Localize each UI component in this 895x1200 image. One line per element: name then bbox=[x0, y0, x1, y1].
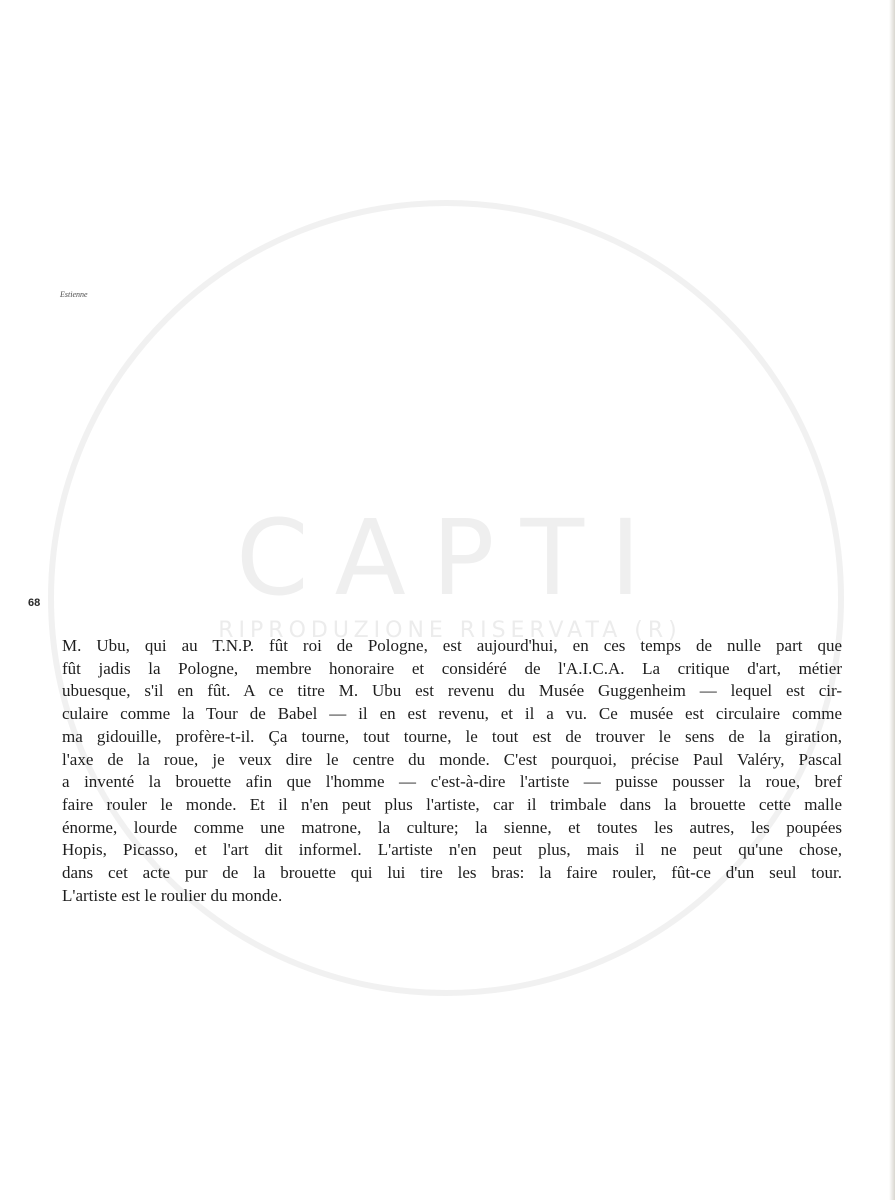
watermark-text: CAPTI bbox=[236, 497, 667, 619]
text-line: ma gidouille, profère-t-il. Ça tourne, tout tourne, le tout est de trouver le sens de la giration, bbox=[62, 726, 842, 746]
text-line: énorme, lourde comme une matrone, la culture; la sienne, et toutes les autres, les poupées bbox=[62, 817, 842, 837]
text-line: fût jadis la Pologne, membre honoraire et considéré de l'A.I.C.A. La critique d'art, métier bbox=[62, 658, 842, 678]
text-line: Hopis, Picasso, et l'art dit informel. L'artiste n'en peut plus, mais il ne peut qu'une chose, bbox=[62, 840, 842, 860]
text-line: a inventé la brouette afin que l'homme — c'est-à-dire l'artiste — puisse pousser la roue, bref bbox=[62, 772, 842, 792]
artist-caption: Estienne bbox=[60, 290, 88, 299]
text-line: faire rouler le monde. Et il n'en peut plus l'artiste, car il trimbale dans la brouette cette malle bbox=[62, 794, 842, 814]
body-paragraph bbox=[62, 635, 842, 907]
text-line: L'artiste est le roulier du monde. bbox=[62, 885, 283, 905]
text-line: l'axe de la roue, je veux dire le centre du monde. C'est pourquoi, précise Paul Valéry, Pascal bbox=[62, 749, 842, 769]
watermark-subtext: RIPRODUZIONE RISERVATA (R) bbox=[218, 618, 682, 643]
text-line: M. Ubu, qui au T.N.P. fût roi de Pologne, est aujourd'hui, en ces temps de nulle part que bbox=[62, 636, 842, 655]
text-line: culaire comme la Tour de Babel — il en est revenu, et il a vu. Ce musée est circulaire comme bbox=[62, 704, 842, 724]
page-edge-shadow bbox=[889, 0, 895, 1200]
text-line: dans cet acte pur de la brouette qui lui tire les bras: la faire rouler, fût-ce d'un seul tour. bbox=[62, 863, 842, 883]
page-number: 68 bbox=[28, 597, 41, 609]
text-line: ubuesque, s'il en fût. A ce titre M. Ubu est revenu du Musée Guggenheim — lequel est cir- bbox=[62, 681, 842, 701]
